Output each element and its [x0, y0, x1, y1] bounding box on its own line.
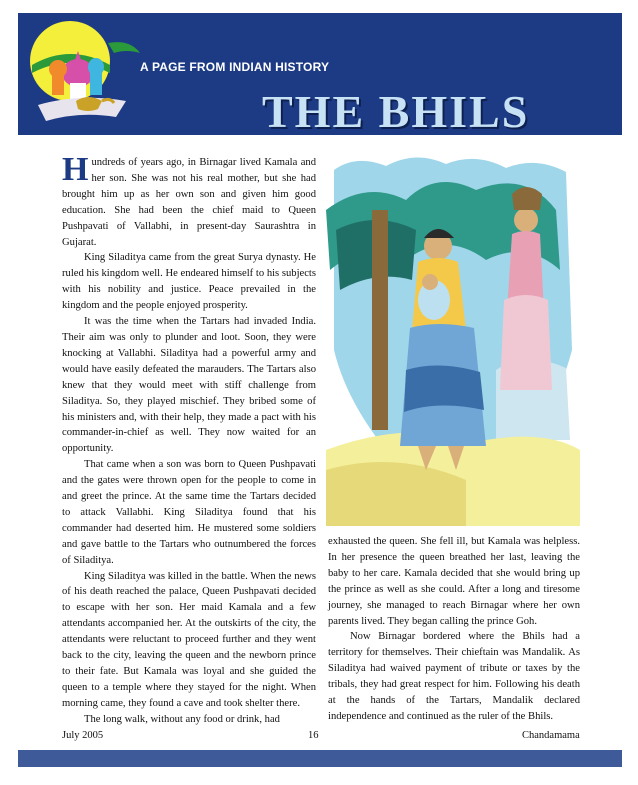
- article-paragraph: Hundreds of years ago, in Birnagar lived Kamala and her son. She was not his real mother, but she had brought him up as her own son and given him good education. She had been the chief maid to Queen Pushpavati of Vallabhi, in present-day Saurashtra in Gujarat.: [62, 151, 316, 248]
- palace-lamp-logo-icon: [18, 13, 148, 135]
- article-paragraph: King Siladitya came from the great Surya dynasty. He ruled his kingdom well. He endeared himself to his subjects with his nobility and justice. Peace prevailed in the kingdom and the people enjoyed prosperity.: [62, 252, 316, 312]
- article-paragraph: Now Birnagar bordered where the Bhils had a territory for themselves. Their chieftain was Mandalik. As Siladitya had waived payment of tribute or taxes by the tribals, they had great respect for him. Following his death at the hands of the Tartars, Mandalik declared independence and continued as the ruler of the Bhils.: [328, 631, 580, 722]
- article-column-right: [328, 534, 580, 725]
- article-paragraph: It was the time when the Tartars had invaded India. Their aim was only to plunder and loot. Soon, they were knocking at Vallabhi. Siladitya had a powerful army and would have easily defeated the marauders. The Tartars also knew that they would meet with stiff challenge from Siladitya. So, they played mischief. They bribed some of his ministers and, with their help, they made a pact with his commander-in-chief as well. They now waited for an opportunity.: [62, 316, 316, 455]
- tree-trunk-icon: [372, 210, 388, 430]
- article-column-left: [62, 151, 316, 728]
- article-paragraph: exhausted the queen. She fell ill, but Kamala was helpless. In her presence the queen breathed her last, leaving the baby to her care. Kamala decided that she would bring up the prince as well as she could. After a long and tiresome journey, she managed to reach Birnagar where her own parents lived. They began calling the prince Goh.: [328, 536, 580, 627]
- story-illustration: [326, 150, 580, 526]
- page-number: 16: [308, 730, 319, 741]
- section-kicker: A PAGE FROM INDIAN HISTORY: [140, 60, 330, 74]
- article-paragraph: That came when a son was born to Queen Pushpavati and the gates were thrown open for the people to come in and greet the prince. At the same time the Tartars decided to attack Vallabhi. King Siladitya found that his commander had deserted him. He mustered some soldiers and gave battle to the Tartars who outnumbered the forces of Siladitya.: [62, 459, 316, 566]
- drop-cap: H: [62, 151, 89, 188]
- footer-band: [18, 750, 622, 767]
- article-paragraph: The long walk, without any food or drink, had: [84, 713, 280, 725]
- page-title: THE BHILS: [262, 86, 530, 137]
- footer-date: July 2005: [62, 730, 104, 741]
- magazine-name: Chandamama: [522, 730, 580, 741]
- article-paragraph: King Siladitya was killed in the battle. When the news of his death reached the palace, Queen Pushpavati decided to escape with her son. Her maid Kamala and a few attendants accompanied her. At the outskirts of the city, the attendants were reluctant to proceed further and they went back to the city, leaving the queen and the newborn prince to their fate. But Kamala was loyal and she guided the queen to a temple where they stayed for the night. When morning came, they found a cave and took shelter there.: [62, 570, 316, 709]
